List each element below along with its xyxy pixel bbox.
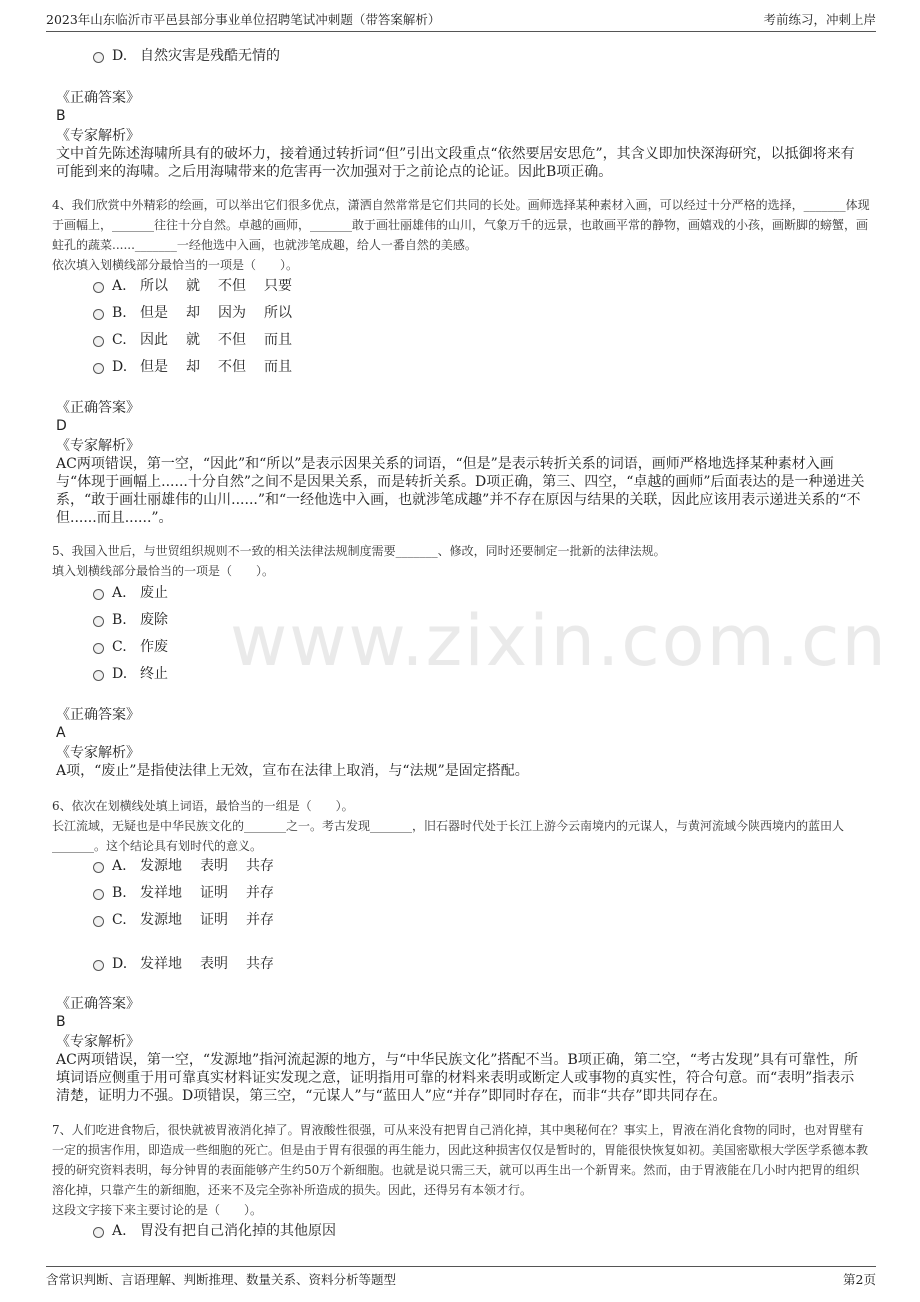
- radio-icon[interactable]: [93, 589, 104, 600]
- explanation-text: AC两项错误，第一空，“发源地”指河流起源的地方，与“中华民族文化”搭配不当。B项正确，第二空，“考古发现”具有可靠性，所填词语应侧重于用可靠真实材料证实发现之意，证明指用可靠的材料来表明或断定人或事物的真实性，符合句意。而“表明”指表示清楚，证明力不强。D项错误，第三空，“元谋人”与“蓝田人”应“并存”即同时存在，而非“共存”即共同存在。: [56, 1052, 859, 1104]
- option-q4-c[interactable]: C. 因此 就 不但 而且: [93, 330, 310, 350]
- radio-icon[interactable]: [93, 916, 104, 927]
- radio-icon[interactable]: [93, 670, 104, 681]
- header-title: 2023年山东临沂市平邑县部分事业单位招聘笔试冲刺题（带答案解析）: [46, 12, 441, 27]
- radio-icon[interactable]: [93, 643, 104, 654]
- question-6-text: 6、依次在划横线处填上词语，最恰当的一组是（ ）。 长江流域，无疑也是中华民族文化的_______之一。考古发现_______，旧石器时代处于长江上游今云南境内的元谋人，与黄河流域今陕西境内的蓝田人_______。这个结论具有划时代的意义。: [52, 799, 845, 853]
- answer-value: B: [56, 1014, 66, 1030]
- explanation-label: 《专家解析》: [56, 438, 140, 454]
- question-7-text: 7、人们吃进食物后，很快就被胃液消化掉了。胃液酸性很强，可从来没有把胃自己消化掉，其中奥秘何在？事实上，胃液在消化食物的同时，也对胃壁有一定的损害作用，即造成一些细胞的死亡。但是由于胃有很强的再生能力，因此这种损害仅仅是暂时的，胃能很快恢复如初。美国密歇根大学医学系德本教授的研究资料表明，每分钟胃的表面能够产生约50万个新细胞。也就是说只需三天，就可以再生出一个新胃来。然而，由于胃液能在几小时内把胃的组织溶化掉，只靠产生的新细胞，还来不及完全弥补所造成的损失。因此，还得另有本领才行。 这段文字接下来主要讨论的是（ ）。: [52, 1123, 869, 1217]
- answer-value: D: [56, 418, 67, 434]
- option-prev-d[interactable]: D. 自然灾害是残酷无情的: [93, 46, 298, 66]
- page-number: 第2页: [843, 1272, 876, 1287]
- option-q4-b[interactable]: B. 但是 却 因为 所以: [93, 303, 310, 323]
- header-motto: 考前练习，冲刺上岸: [763, 12, 876, 27]
- question-5-text: 5、我国入世后，与世贸组织规则不一致的相关法律法规制度需要_______、修改，同时还要制定一批新的法律法规。 填入划横线部分最恰当的一项是（ ）。: [52, 544, 666, 578]
- answer-value: A: [56, 725, 66, 741]
- answer-label: 《正确答案》: [56, 707, 140, 723]
- option-q5-b[interactable]: B. 废除: [93, 610, 186, 630]
- option-q6-a[interactable]: A. 发源地 表明 共存: [93, 856, 292, 876]
- radio-icon[interactable]: [93, 862, 104, 873]
- explanation-text: 文中首先陈述海啸所具有的破坏力，接着通过转折词“但”引出文段重点“依然要居安思危”，其含义即加快深海研究，以抵御将来有可能到来的海啸。之后用海啸带来的危害再一次加强对于之前论点的论证。因此B项正确。: [56, 146, 855, 180]
- option-q7-a[interactable]: A. 胃没有把自己消化掉的其他原因: [93, 1221, 354, 1241]
- answer-label: 《正确答案》: [56, 90, 140, 106]
- radio-icon[interactable]: [93, 616, 104, 627]
- option-q5-c[interactable]: C. 作废: [93, 637, 186, 657]
- answer-label: 《正确答案》: [56, 400, 140, 416]
- question-4-text: 4、我们欣赏中外精彩的绘画，可以举出它们很多优点，潇洒自然常常是它们共同的长处。画师选择某种素材入画，可以经过十分严格的选择，_______体现于画幅上，_______往往十分自然。卓越的画师，_______敢于画壮丽雄伟的山川，气象万千的远景，也敢画平常的静物，画嬉戏的小孩，画断脚的螃蟹，画蛀孔的蔬菜......_______一经他选中入画，也就涉笔成趣，给人一番自然的美感。 依次填入划横线部分最恰当的一项是（ ）。: [52, 198, 870, 272]
- radio-icon[interactable]: [93, 52, 104, 63]
- page-header: [46, 10, 876, 32]
- answer-label: 《正确答案》: [56, 996, 140, 1012]
- option-q6-c[interactable]: C. 发源地 证明 并存: [93, 910, 292, 930]
- explanation-label: 《专家解析》: [56, 745, 140, 761]
- explanation-label: 《专家解析》: [56, 128, 140, 144]
- radio-icon[interactable]: [93, 960, 104, 971]
- radio-icon[interactable]: [93, 1227, 104, 1238]
- explanation-label: 《专家解析》: [56, 1034, 140, 1050]
- option-q6-d[interactable]: D. 发祥地 表明 共存: [93, 954, 292, 974]
- option-q4-d[interactable]: D. 但是 却 不但 而且: [93, 357, 310, 377]
- option-q5-a[interactable]: A. 废止: [93, 583, 186, 603]
- explanation-text: AC两项错误，第一空，“因此”和“所以”是表示因果关系的词语，“但是”是表示转折关系的词语，画师严格地选择某种素材入画与“体现于画幅上......十分自然”之间不是因果关系，而是转折关系。D项正确，第三、四空，“卓越的画师”后面表达的是一种递进关系，“敢于画壮丽雄伟的山川......”和“一经他选中入画，也就涉笔成趣”并不存在原因与结果的关联，因此应该用表示递进关系的“不但......而且......”。: [56, 456, 865, 526]
- radio-icon[interactable]: [93, 889, 104, 900]
- answer-value: B: [56, 108, 66, 124]
- explanation-text: A项，“废止”是指使法律上无效，宣布在法律上取消，与“法规”是固定搭配。: [56, 763, 529, 779]
- option-q4-a[interactable]: A. 所以 就 不但 只要: [93, 276, 310, 296]
- radio-icon[interactable]: [93, 363, 104, 374]
- watermark: www.zixin.com.cn: [230, 600, 888, 682]
- option-q6-b[interactable]: B. 发祥地 证明 并存: [93, 883, 292, 903]
- radio-icon[interactable]: [93, 282, 104, 293]
- page-footer: [46, 1266, 876, 1290]
- radio-icon[interactable]: [93, 336, 104, 347]
- option-q5-d[interactable]: D. 终止: [93, 664, 186, 684]
- radio-icon[interactable]: [93, 309, 104, 320]
- footer-topics: 含常识判断、言语理解、判断推理、数量关系、资料分析等题型: [46, 1272, 397, 1287]
